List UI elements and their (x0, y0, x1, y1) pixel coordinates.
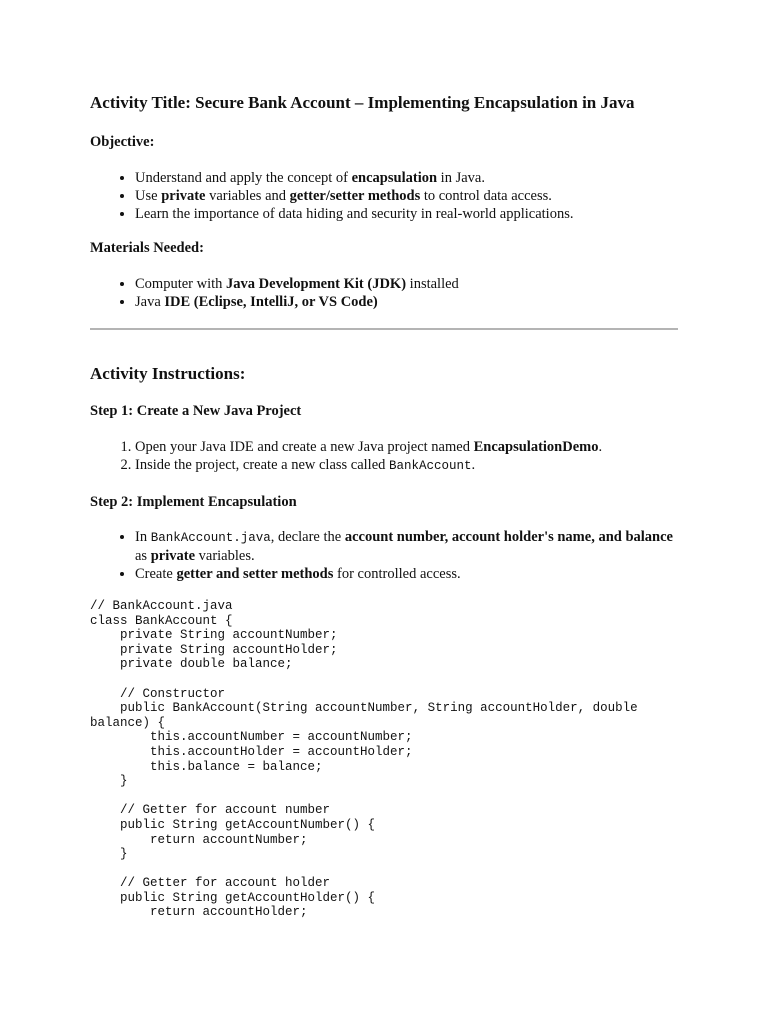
document-page (90, 92, 680, 920)
list-item: 2. Inside the project, create a new class called BankAccount. (135, 456, 680, 475)
list-item: 1. Open your Java IDE and create a new Java project named EncapsulationDemo. (135, 438, 680, 456)
step1-heading: Step 1: Create a New Java Project (90, 403, 302, 419)
code-block: // BankAccount.java class BankAccount { private String accountNumber; private String accountHolder; private double balance; // Constructor public BankAccount(String accountNumber, String accountHolder, double balance) { this.accountNumber = accountNumber; this.accountHolder = accountHolder; this.balance = balance; } // Getter for account number public String getAccountNumber() { return accountNumber; } // Getter for account holder public String getAccountHolder() { return accountHolder; (90, 599, 638, 920)
list-item: • Create getter and setter methods for controlled access. (135, 565, 680, 583)
list-item: • Understand and apply the concept of encapsulation in Java. (135, 169, 680, 187)
materials-list (90, 275, 680, 311)
step2-list (90, 528, 680, 583)
list-item: • Java IDE (Eclipse, IntelliJ, or VS Code) (135, 293, 680, 311)
list-item: • Learn the importance of data hiding and security in real-world applications. (135, 205, 680, 223)
activity-title: Activity Title: Secure Bank Account – Implementing Encapsulation in Java (90, 93, 635, 112)
objective-list (90, 169, 680, 223)
list-item: • Use private variables and getter/setter methods to control data access. (135, 187, 680, 205)
objective-heading: Objective: (90, 134, 155, 150)
list-item: • Computer with Java Development Kit (JDK) installed (135, 275, 680, 293)
step1-list (90, 438, 680, 475)
materials-heading: Materials Needed: (90, 240, 204, 256)
section-divider (90, 328, 678, 330)
instructions-heading: Activity Instructions: (90, 364, 246, 383)
list-item: • In BankAccount.java, declare the account number, account holder's name, and balance as private variables. (135, 528, 680, 565)
step2-heading: Step 2: Implement Encapsulation (90, 494, 297, 510)
